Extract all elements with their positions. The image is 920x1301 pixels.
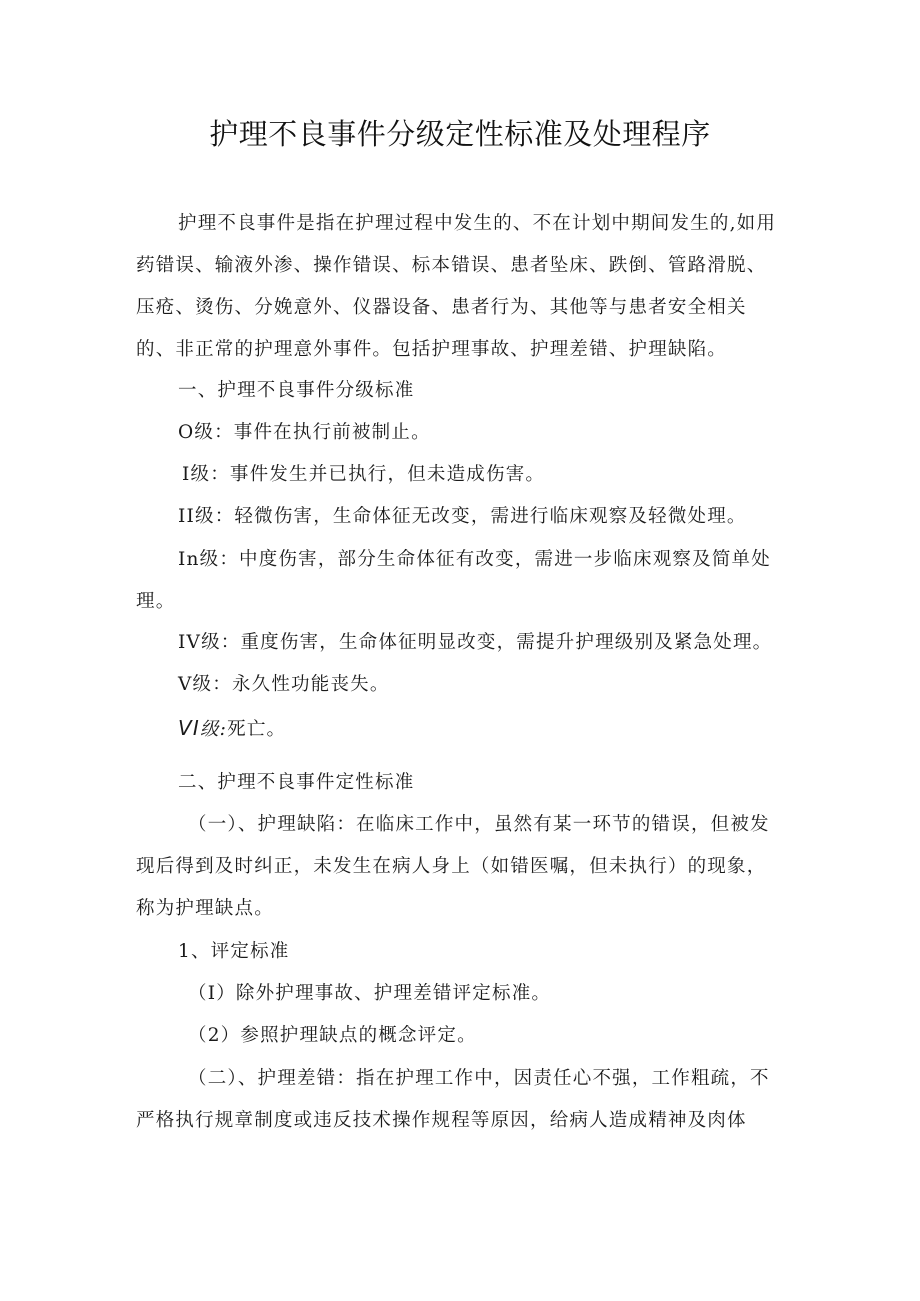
intro-paragraph: 护理不良事件是指在护理过程中发生的、不在计划中期间发生的,如用药错误、输液外渗、操作错误、标本错误、患者坠床、跌倒、管路滑脱、压疮、烫伤、分娩意外、仪器设备、患者行为、其他等与患者安全相关的、非正常的护理意外事件。包括护理事故、护理差错、护理缺陷。 (136, 213, 777, 360)
grade-4-line: IV级：重度伤害，生命体征明显改变，需提升护理级别及紧急处理。 (178, 632, 773, 653)
section1-heading: 一、护理不良事件分级标准 (178, 380, 415, 401)
grade-5-line: V级：永久性功能丧失。 (178, 674, 390, 695)
section2-heading: 二、护理不良事件定性标准 (178, 772, 415, 793)
criteria-item-2: （2）参照护理缺点的概念评定。 (188, 1025, 477, 1046)
grade-1-line: I级：事件发生并已执行，但未造成伤害。 (182, 464, 546, 485)
intro-paragraph-block (136, 203, 784, 371)
grade-6-suffix: 级: (199, 719, 228, 740)
error-definition: （二）、护理差错：指在护理工作中，因责任心不强，工作粗疏，不严格执行规章制度或违反技术操作规程等原因，给病人造成精神及肉体 (136, 1068, 770, 1131)
criteria-heading: 1、评定标准 (178, 941, 290, 962)
grade-6-text: 死亡。 (227, 719, 287, 740)
grade-3-line: In级：中度伤害，部分生命体征有改变，需进一步临床观察及简单处理。 (136, 549, 771, 612)
grade-3-block (136, 539, 784, 623)
grade-2-line: II级：轻微伤害，生命体征无改变，需进行临床观察及轻微处理。 (178, 506, 747, 527)
defect-definition: （一）、护理缺陷：在临床工作中，虽然有某一环节的错误，但被发现后得到及时纠正，未发生在病人身上（如错医嘱，但未执行）的现象，称为护理缺点。 (136, 814, 770, 919)
criteria-item-1: （I）除外护理事故、护理差错评定标准。 (188, 983, 552, 1004)
defect-definition-block (136, 804, 784, 930)
grade-6-mark: VI (178, 716, 200, 740)
error-definition-block (136, 1058, 784, 1142)
grade-0-line: O级：事件在执行前被制止。 (178, 422, 431, 443)
grade-6-line (178, 716, 286, 742)
document-title: 护理不良事件分级定性标准及处理程序 (209, 117, 711, 151)
